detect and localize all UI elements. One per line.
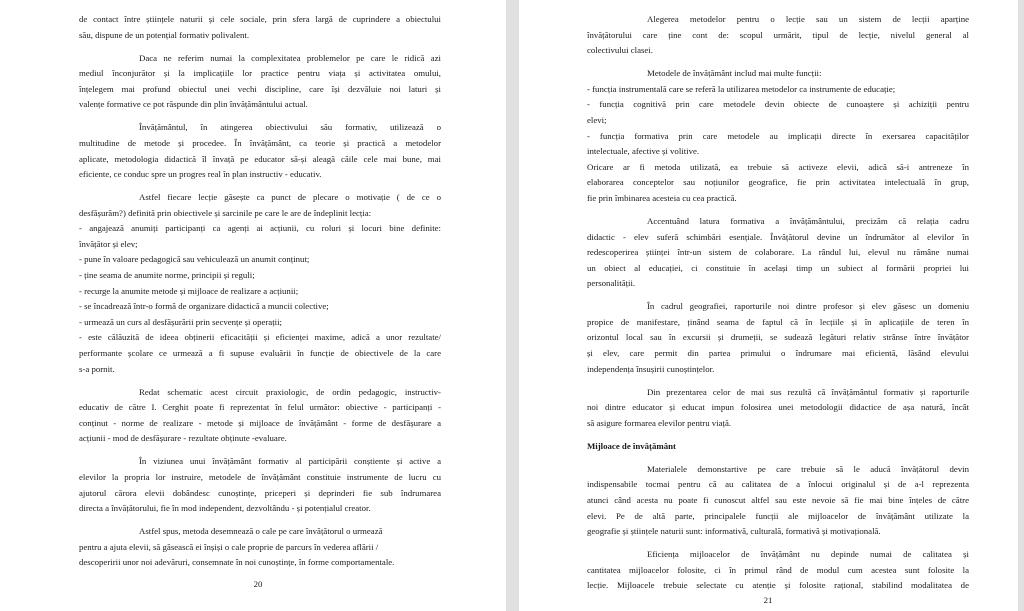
text-line: propice de manifestare, ținând seama de faptul că în lecțiile și în aplicațiile de teren în xyxy=(587,316,969,327)
section-heading xyxy=(587,439,969,455)
text-line: conținut - norme de realizare - metode și mijloace de învățământ - forme de desfășurare a xyxy=(79,417,441,428)
text-line: - este călăuzită de ideea obținerii eficacității și eficienței maxime, adică a unor rezultate/ xyxy=(79,332,441,343)
text-line: și elev, care permit din partea primului o îndrumare mai eficientă, lăsând elevului xyxy=(587,348,969,359)
text-line: Daca ne referim numai la complexitatea problemelor pe care le ridică azi xyxy=(139,52,441,63)
text-line: fie prin îmbinarea acesteia cu cea practică. xyxy=(587,192,737,203)
text-line: de contact între științele naturii și cele sociale, prin sfera largă de cuprindere a obiectului xyxy=(79,14,441,24)
text-line: lecție. Mijloacele trebuie selectate cu atenție și folosite rațional, stabilind modalitatea de xyxy=(587,580,969,591)
text-line: înțelegem mai profund obiectul unei vechi discipline, care își dezvăluie noi laturi și xyxy=(79,83,441,94)
text-line: Oricare ar fi metoda utilizată, ea trebuie să activeze elevii, adică să-i antreneze în xyxy=(587,161,969,172)
paragraph xyxy=(79,120,441,182)
paragraph xyxy=(79,315,441,331)
paragraph xyxy=(79,524,441,571)
text-line: În viziunea unui învățământ formativ al participării conștiente și active a xyxy=(139,456,441,467)
text-line: - funcția formativa prin care metodele au implicații directe în exersarea capacităților xyxy=(587,130,969,141)
paragraph xyxy=(587,214,969,292)
text-line: personalității. xyxy=(587,278,636,289)
text-line: elevi; xyxy=(587,114,607,125)
paragraph xyxy=(587,12,969,59)
text-line: Din prezentarea celor de mai sus rezultă că învățământul formativ și raporturile xyxy=(647,386,969,397)
text-line: directa a învățătorului, fie în mod independent, dezvoltându - și potențialul creator. xyxy=(79,503,371,514)
text-line: descoperirii unor noi adevăruri, consemnate în noi cunoștințe, în forme comportamentale. xyxy=(79,557,395,568)
text-line: În cadrul geografiei, raporturile noi dintre profesor și elev găsesc un domeniu xyxy=(647,301,969,312)
text-line: geografie și științele naturii sunt: informativă, culturală, formativă și motivațională. xyxy=(587,526,881,537)
text-line: - angajează anumiți participanți ca agenți ai acțiunii, cu roluri și locuri bine definite: xyxy=(79,223,441,234)
paragraph xyxy=(587,160,969,207)
paragraph xyxy=(587,299,969,377)
text-line: independența însușirii cunoștințelor. xyxy=(587,363,715,374)
document-page-20 xyxy=(0,0,506,611)
page-text xyxy=(587,12,969,594)
text-line: atunci când acesta nu poate fi cunoscut altfel sau este nevoie să fie mai bine înțeles de către xyxy=(587,494,969,505)
text-line: un obiect al educației, ci constituie în același timp un subiect al formării propriei lui xyxy=(587,262,969,273)
text-line: acțiunii - mod de desfășurare - rezultate obținute -evaluare. xyxy=(79,433,287,444)
text-line: elaborarea conceptelor sau noțiunilor geografice, fie prin activitatea intelectuală în grup, xyxy=(587,177,969,188)
text-line: elevi. Pe de altă parte, principalele funcții ale mijloacelor de învățământ utilizate la xyxy=(587,510,969,521)
page-number: 20 xyxy=(253,579,263,589)
text-line: cantitatea mijloacelor folosite, ci în primul rând de modul cum acestea sunt folosite la xyxy=(587,564,969,575)
paragraph xyxy=(79,330,441,377)
text-line: ajutorul cărora elevii dobândesc cunoștințe, priceperi și deprinderi fie sub îndrumarea xyxy=(79,487,441,498)
paragraph xyxy=(587,385,969,432)
text-line: pentru a ajuta elevii, să găsească ei înșiși o cale proprie de parcurs în vederea aflării / xyxy=(79,541,379,552)
page-text xyxy=(79,12,441,571)
text-line: colectivului clasei. xyxy=(587,45,653,56)
text-line: redescoperirea științei într-un sistem de colaborare. La rândul lui, elevul nu rămâne numai xyxy=(587,247,969,258)
text-line: educativ de către I. Cerghit poate fi reprezentat în felul următor: obiective - participanți - xyxy=(79,402,441,413)
text-line: eficiente, ce conduc spre un progres real în plan instructiv - educativ. xyxy=(79,169,322,180)
paragraph xyxy=(79,252,441,268)
paragraph xyxy=(587,66,969,82)
paragraph xyxy=(79,268,441,284)
text-line: orizontul local sau în excursii și drumeții, se sudează legături relativ strânse între învățător xyxy=(587,332,969,343)
paragraph xyxy=(587,462,969,540)
text-line: - pune în valoare pedagogică sau vehiculează un anumit conținut; xyxy=(79,254,310,265)
text-line: - se încadrează într-o formă de organizare didactică a muncii colective; xyxy=(79,301,329,312)
text-line: mediul înconjurător și la implicațiile lor practice pentru viața și activitatea omului, xyxy=(79,68,441,79)
text-line: indispensabile tocmai pentru că au calitatea de a înlocui originalul și de a-l reprezenta xyxy=(587,479,969,490)
paragraph xyxy=(79,190,441,221)
text-line: Învățământul, în atingerea obiectivului său formativ, utilizează o xyxy=(139,122,441,133)
text-line: intelectuale, afective și volitive. xyxy=(587,146,700,157)
text-line: - funcția cognitivă prin care metodele devin obiecte de cunoaștere și achiziții pentru xyxy=(587,99,969,110)
text-line: noi dintre educator și educat impun folosirea unei metodologii didactice de așa natură, încât xyxy=(587,402,969,413)
text-line: învățător și elev; xyxy=(79,238,138,249)
text-line: multitudine de metode și procedee. În învățământ, ca teorie și practică a metodelor xyxy=(79,137,441,148)
paragraph xyxy=(79,221,441,252)
text-line: Alegerea metodelor pentru o lecție sau un sistem de lecții aparține xyxy=(647,14,969,24)
text-line: Metodele de învățământ includ mai multe funcții: xyxy=(647,68,822,79)
text-line: Mijloace de învățământ xyxy=(587,440,676,451)
text-line: desfășurăm?) definită prin obiectivele și sarcinile pe care le are de îndeplinit lecția: xyxy=(79,207,372,218)
paragraph xyxy=(79,385,441,447)
paragraph xyxy=(79,51,441,113)
text-line: - recurge la anumite metode și mijloace de realizare a acțiunii; xyxy=(79,285,299,296)
text-line: Astfel spus, metoda desemnează o cale pe care învățătorul o urmează xyxy=(139,526,383,537)
text-line: - urmează un curs al desfășurării prin secvențe și operații; xyxy=(79,316,282,327)
paragraph xyxy=(79,454,441,516)
text-line: Redat schematic acest circuit praxiologic, de ordin pedagogic, instructiv- xyxy=(139,386,441,397)
text-line: - ține seama de anumite norme, principii și reguli; xyxy=(79,270,255,281)
text-line: valențe formative ce pot răspunde din plin învățământului actual. xyxy=(79,99,308,110)
paragraph xyxy=(79,284,441,300)
text-line: s-a pornit. xyxy=(79,363,115,374)
text-line: Materialele demonstartive pe care trebuie să le aducă învățătorul devin xyxy=(647,463,969,474)
paragraph xyxy=(587,97,969,128)
text-line: Eficiența mijloacelor de învățământ nu depinde numai de calitatea și xyxy=(647,549,969,560)
text-line: său, dispune de un potențial formativ polivalent. xyxy=(79,29,250,40)
text-line: performante școlare ce urmează a fi supuse evaluării în funcție de obiectivele de la care xyxy=(79,348,441,359)
paragraph xyxy=(587,547,969,594)
page-number: 21 xyxy=(763,595,773,605)
text-line: - funcția instrumentală care se referă la utilizarea metodelor ca instrumente de educație; xyxy=(587,83,896,94)
text-line: elevilor la propria lor instruire, metodele de învățământ constituie instrumente de lucru cu xyxy=(79,471,441,482)
paragraph xyxy=(79,12,441,43)
paragraph xyxy=(79,299,441,315)
text-line: Astfel fiecare lecție găsește ca punct de plecare o motivație ( de ce o xyxy=(139,192,441,203)
paragraph xyxy=(587,129,969,160)
text-line: aplicate, metodologia didactică îl învață pe educator să-și aleagă căile cele mai bune, mai xyxy=(79,153,441,164)
text-line: didactic - elev suferă schimbări esențiale. Învățătorul devine un îndrumător al elevilor în xyxy=(587,231,969,242)
document-page-21 xyxy=(519,0,1018,611)
paragraph xyxy=(587,82,969,98)
text-line: învățătorului care ține cont de: scopul urmărit, tipul de lecție, nivelul general al xyxy=(587,29,969,40)
text-line: să asigure formarea elevilor pentru viață. xyxy=(587,417,732,428)
text-line: Accentuând latura formativa a învățământului, precizăm că relația cadru xyxy=(647,215,969,226)
